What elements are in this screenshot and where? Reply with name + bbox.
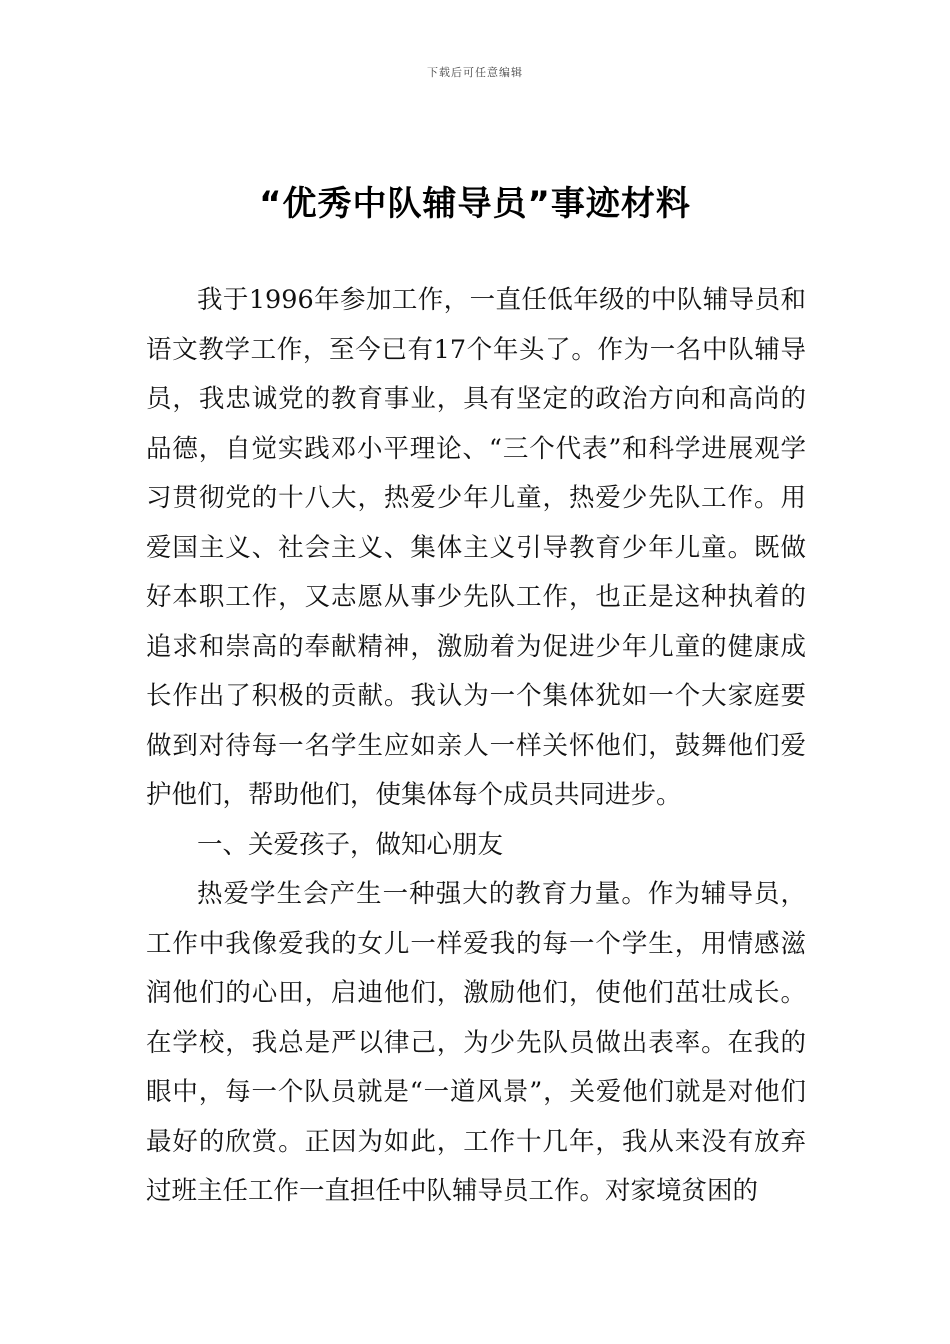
paragraph-section-one: 热爱学生会产生一种强大的教育力量。作为辅导员，工作中我像爱我的女儿一样爱我的每一个学生，用情感滋润他们的心田，启迪他们，激励他们，使他们茁壮成长。在学校，我总是严以律己，为少先队员做出表率。在我的眼中，每一个队员就是“一道风景”，关爱他们就是对他们最好的欣赏。正因为如此，工作十几年，我从来没有放弃过班主任工作一直担任中队辅导员工作。对家境贫困的	[146, 879, 806, 1206]
header-note: 下载后可任意编辑	[427, 66, 523, 79]
document-title: “优秀中队辅导员”事迹材料	[259, 184, 691, 224]
document-body	[146, 276, 806, 1217]
section-heading: 一、关爱孩子，做知心朋友	[197, 829, 504, 860]
paragraph-intro: 我于1996年参加工作，一直任低年级的中队辅导员和语文教学工作，至今已有17个年头了。作为一名中队辅导员，我忠诚党的教育事业，具有坚定的政治方向和高尚的品德，自觉实践邓小平理论、“三个代表”和科学进展观学习贯彻党的十八大，热爱少年儿童，热爱少先队工作。用爱国主义、社会主义、集体主义引导教育少年儿童。既做好本职工作，又志愿从事少先队工作，也正是这种执着的追求和崇高的奉献精神，激励着为促进少年儿童的健康成长作出了积极的贡献。我认为一个集体犹如一个大家庭要做到对待每一名学生应如亲人一样关怀他们，鼓舞他们爱护他们，帮助他们，使集体每个成员共同进步。	[146, 285, 806, 810]
